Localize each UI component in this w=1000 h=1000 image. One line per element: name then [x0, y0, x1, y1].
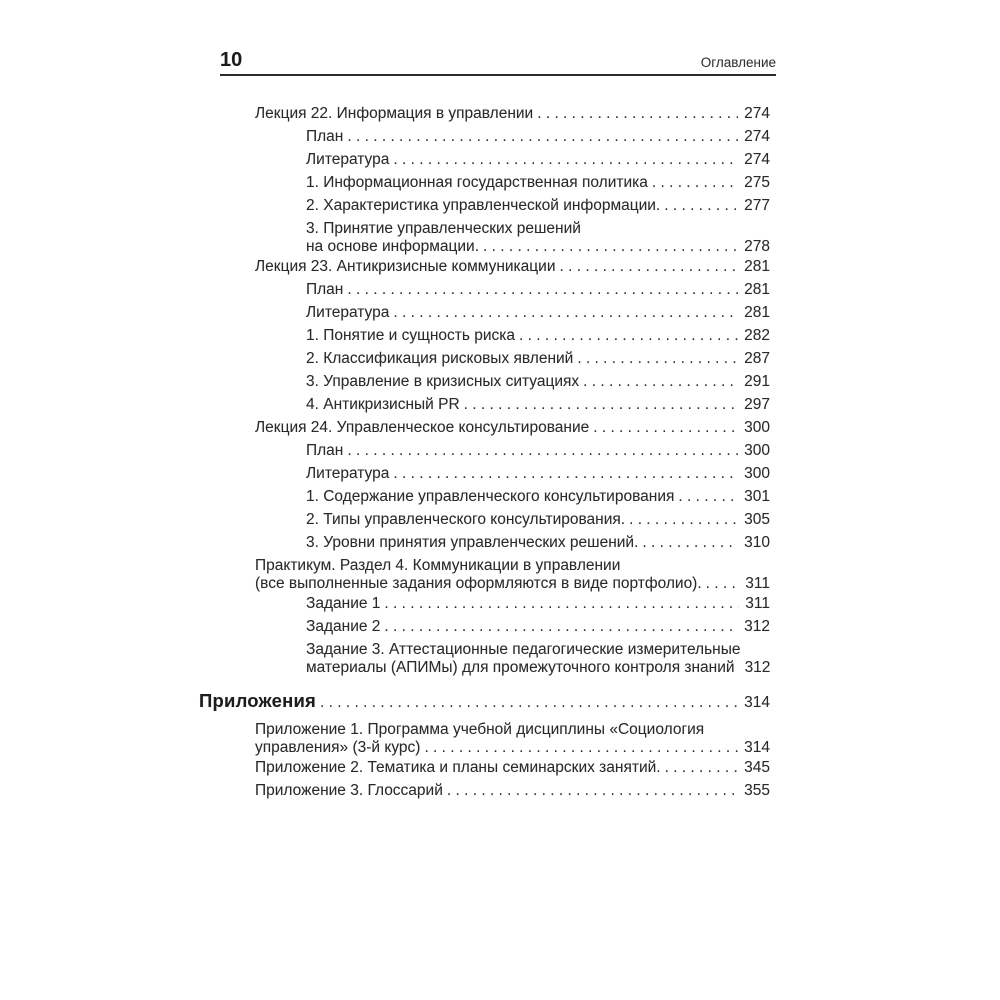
toc-entry-title: Лекция 23. Антикризисные коммуникации [255, 258, 556, 275]
toc-entry-page-number: 281 [744, 281, 770, 298]
dot-leader [642, 534, 738, 552]
running-header-title: Оглавление [700, 55, 776, 70]
toc-entry [199, 327, 770, 345]
toc-entry-title: 3. Управление в кризисных ситуациях [306, 373, 580, 390]
dot-leader [393, 465, 738, 483]
toc-entry-title: 1. Информационная государственная политика [306, 174, 648, 191]
toc-entry-page-number: 314 [744, 739, 770, 756]
toc-entry-last-line [306, 350, 770, 368]
toc-entry-page-number: 291 [744, 373, 770, 390]
toc-entry-title: (все выполненные задания оформляются в виде портфолио). [255, 575, 702, 592]
toc-entry [199, 641, 770, 677]
toc-entry-page-number: 310 [744, 534, 770, 551]
toc-entry [199, 595, 770, 613]
toc-entry-last-line [306, 534, 770, 552]
toc-entry [199, 618, 770, 636]
toc-entry-last-line [306, 659, 770, 677]
toc-entry-page-number: 314 [744, 694, 770, 711]
toc-entry [199, 396, 770, 414]
toc-entry-title: 1. Содержание управленческого консультирования [306, 488, 675, 505]
toc-entry-last-line [199, 689, 770, 715]
toc-entry-last-line [255, 105, 770, 123]
dot-leader [664, 197, 738, 215]
toc-entry-last-line [306, 442, 770, 460]
page-number: 10 [220, 49, 243, 71]
toc-entry-page-number: 301 [744, 488, 770, 505]
toc-entry-last-line [306, 465, 770, 483]
toc-entry-wrapped-lines [255, 557, 770, 575]
toc-entry-last-line [306, 151, 770, 169]
toc-entry [199, 557, 770, 593]
dot-leader [560, 258, 739, 276]
dot-leader [583, 373, 738, 391]
toc-entry-last-line [306, 197, 770, 215]
toc-entry [199, 782, 770, 800]
toc-entry-page-number: 312 [744, 659, 771, 676]
toc-entry-last-line [255, 739, 770, 757]
dot-leader [678, 488, 738, 506]
toc-entry-title: Задание 2 [306, 618, 381, 635]
toc-entry-page-number: 297 [744, 396, 770, 413]
toc-entry-title: управления» (3-й курс) [255, 739, 421, 756]
dot-leader [447, 782, 738, 800]
page-header [220, 50, 776, 76]
toc-entry-title: Приложение 2. Тематика и планы семинарских занятий. [255, 759, 661, 776]
toc-entry-page-number: 278 [744, 238, 770, 255]
toc-entry-title: 2. Характеристика управленческой информации. [306, 197, 661, 214]
toc-entry-title: План [306, 442, 344, 459]
dot-leader [384, 618, 738, 636]
toc-entry-title: 4. Антикризисный PR [306, 396, 460, 413]
toc-entry-title: Приложения [199, 690, 317, 711]
toc-entry-page-number: 281 [744, 258, 770, 275]
toc-entry-page-number: 287 [744, 350, 770, 367]
toc-entry [199, 304, 770, 322]
toc-entry [199, 128, 770, 146]
dot-leader [593, 419, 738, 437]
toc-entry-wrapped-lines [255, 721, 770, 739]
toc-entry [199, 511, 770, 529]
toc-entry-last-line [306, 595, 770, 613]
dot-leader [464, 396, 738, 414]
toc-entry [199, 759, 770, 777]
toc-entry [199, 281, 770, 299]
toc-entry-title: 1. Понятие и сущность риска [306, 327, 516, 344]
toc-entry-title: 2. Типы управленческого консультирования. [306, 511, 626, 528]
toc-entry [199, 174, 770, 192]
toc-entry-last-line [306, 396, 770, 414]
toc-entry-page-number: 274 [744, 128, 770, 145]
toc-entry-title: Лекция 24. Управленческое консультирование [255, 419, 590, 436]
toc-entry-line: 3. Принятие управленческих решений [306, 220, 581, 237]
dot-leader [393, 304, 738, 322]
toc-entry-last-line [306, 618, 770, 636]
toc-entry-page-number: 311 [745, 575, 770, 592]
toc-entry-title: План [306, 128, 344, 145]
dot-leader [347, 128, 738, 146]
toc-entry-title: Литература [306, 151, 390, 168]
toc-entry-page-number: 300 [744, 442, 770, 459]
toc-entry-page-number: 281 [744, 304, 770, 321]
toc-entry [199, 350, 770, 368]
toc-entry-page-number: 355 [744, 782, 770, 799]
dot-leader [347, 442, 738, 460]
dot-leader [665, 759, 739, 777]
toc-entry [199, 220, 770, 256]
toc-entry-title: Литература [306, 304, 390, 321]
dot-leader [629, 511, 738, 529]
toc-entry-title: Лекция 22. Информация в управлении [255, 105, 534, 122]
toc-entry-title: Задание 1 [306, 595, 381, 612]
toc-entry-last-line [306, 281, 770, 299]
toc-entry-page-number: 345 [744, 759, 770, 776]
dot-leader [483, 238, 738, 256]
toc-entry [199, 488, 770, 506]
toc-entry-line: Задание 3. Аттестационные педагогические измерительные [306, 641, 741, 658]
toc-entry-title: План [306, 281, 344, 298]
toc-entry-last-line [306, 373, 770, 391]
toc-entry-title: Литература [306, 465, 390, 482]
toc-entry-last-line [306, 174, 770, 192]
toc-entry-title: на основе информации. [306, 238, 480, 255]
toc-entry-line: Практикум. Раздел 4. Коммуникации в управлении [255, 557, 621, 574]
toc-entry-page-number: 312 [744, 618, 770, 635]
dot-leader [424, 739, 738, 757]
toc-entry [199, 373, 770, 391]
toc-entry-page-number: 274 [744, 151, 770, 168]
toc-entry [199, 721, 770, 757]
toc-entry [199, 105, 770, 123]
toc-entry [199, 534, 770, 552]
toc-entry-last-line [255, 419, 770, 437]
toc-entry-page-number: 300 [744, 419, 770, 436]
toc-entry-title: Приложение 3. Глоссарий [255, 782, 443, 799]
dot-leader [393, 151, 738, 169]
toc-entry-wrapped-lines [306, 220, 770, 238]
toc-entry-page-number: 282 [744, 327, 770, 344]
toc-entry-page-number: 274 [744, 105, 770, 122]
toc-entry-title: 3. Уровни принятия управленческих решений. [306, 534, 639, 551]
toc-entry [199, 442, 770, 460]
toc-entry-page-number: 275 [744, 174, 770, 191]
dot-leader [384, 595, 739, 613]
toc-entry-last-line [306, 327, 770, 345]
toc-entry-page-number: 277 [744, 197, 770, 214]
dot-leader [347, 281, 738, 299]
toc-entry [199, 197, 770, 215]
toc-entry [199, 465, 770, 483]
toc-entry-title: 2. Классификация рисковых явлений [306, 350, 574, 367]
toc-entry-last-line [255, 759, 770, 777]
toc-entry [199, 689, 770, 715]
toc-entry-last-line [306, 511, 770, 529]
toc-entry-page-number: 300 [744, 465, 770, 482]
toc-entry-page-number: 305 [744, 511, 770, 528]
dot-leader [706, 575, 740, 593]
toc-entry-title: материалы (АПИМы) для промежуточного контроля знаний [306, 659, 735, 676]
toc-entry [199, 258, 770, 276]
dot-leader [537, 105, 738, 123]
toc-entry [199, 151, 770, 169]
toc-entry-last-line [306, 128, 770, 146]
toc-entry-last-line [255, 782, 770, 800]
toc-entry-wrapped-lines [306, 641, 770, 659]
toc-list [199, 105, 770, 805]
dot-leader [652, 174, 738, 192]
toc-entry-last-line [306, 488, 770, 506]
toc-entry [199, 419, 770, 437]
toc-entry-last-line [306, 238, 770, 256]
dot-leader [519, 327, 738, 345]
toc-entry-line: Приложение 1. Программа учебной дисциплины «Социология [255, 721, 705, 738]
toc-entry-page-number: 311 [745, 595, 770, 612]
dot-leader [320, 691, 738, 715]
toc-entry-last-line [255, 258, 770, 276]
toc-entry-last-line [255, 575, 770, 593]
toc-entry-last-line [306, 304, 770, 322]
dot-leader [577, 350, 738, 368]
